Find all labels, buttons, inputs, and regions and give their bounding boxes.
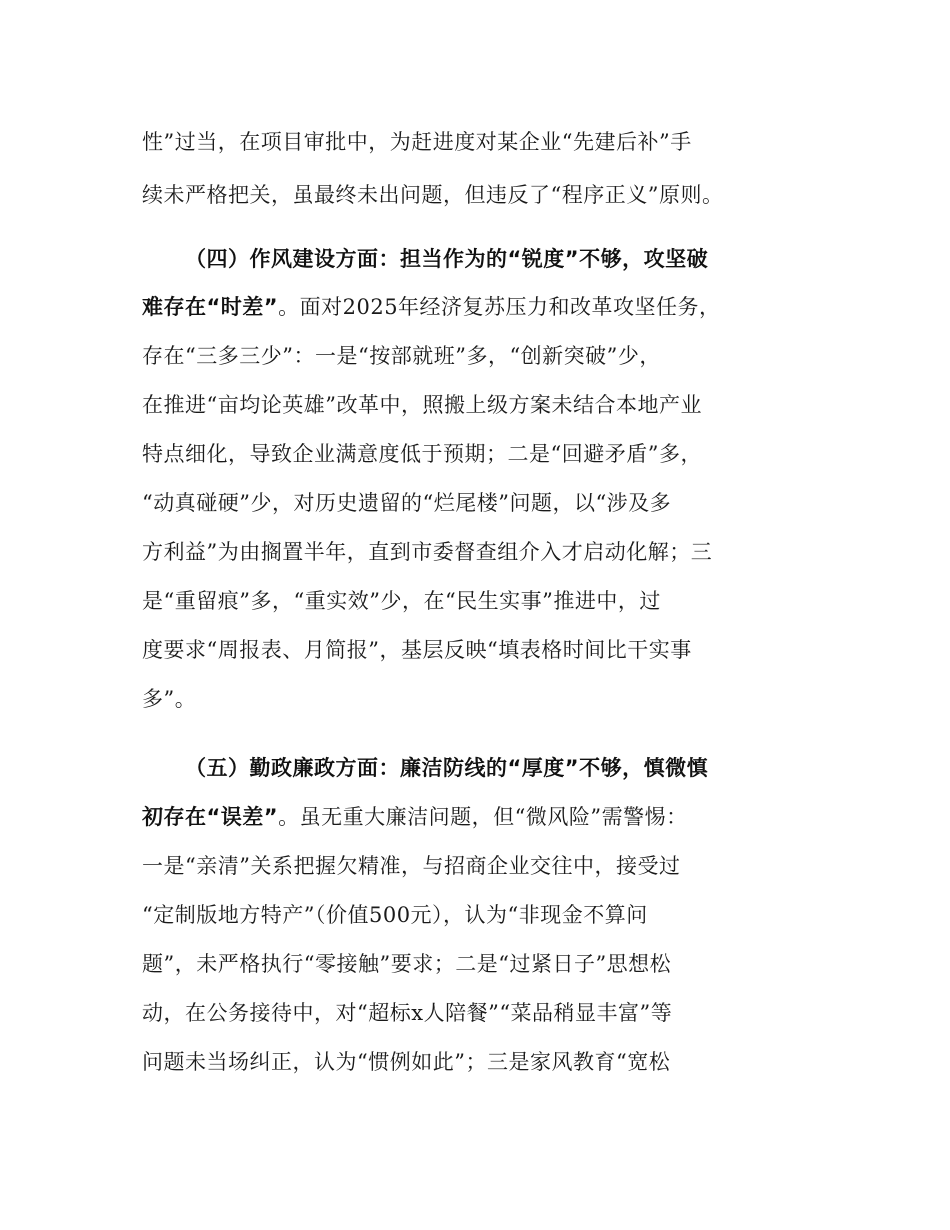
para3-line-6: 问题未当场纠正，认为“惯例如此”；三是家风教育“宽松: [142, 1050, 671, 1074]
section-5-heading-tail: 初存在“误差”: [142, 805, 279, 829]
para2-line-8: 度要求“周报表、月简报”，基层反映“填表格时间比干实事: [142, 638, 692, 662]
para2-line-1-text: 。面对2025年经济复苏压力和改革攻坚任务，: [278, 295, 721, 319]
para3-line-3: “定制版地方特产”（价值500元），认为“非现金不算问: [142, 903, 648, 927]
para2-line-9: 多”。: [142, 687, 197, 711]
section-4-heading: （四）作风建设方面：担当作为的“锐度”不够，攻坚破: [185, 247, 709, 271]
para2-line-7: 是“重留痕”多，“重实效”少，在“民生实事”推进中，过: [142, 589, 661, 613]
para2-line-1: [142, 292, 822, 322]
para2-line-3: 在推进“亩均论英雄”改革中，照搬上级方案未结合本地产业: [142, 393, 702, 417]
para2-line-5: “动真碰硬”少，对历史遗留的“烂尾楼”问题，以“涉及多: [142, 491, 672, 515]
para2-line-4: 特点细化，导致企业满意度低于预期；二是“回避矛盾”多，: [142, 442, 702, 466]
para3-line-5: 动，在公务接待中，对“超标x人陪餐”“菜品稍显丰富”等: [142, 1001, 673, 1025]
para1-line-1: 性”过当，在项目审批中，为赶进度对某企业“先建后补”手: [142, 130, 692, 154]
para2-line-2: 存在“三多三少”：一是“按部就班”多，“创新突破”少，: [142, 344, 661, 368]
section-4-heading-tail: 难存在“时差”: [142, 295, 279, 319]
para2-line-6: 方利益”为由搁置半年，直到市委督查组介入才启动化解；三: [142, 540, 713, 564]
para3-line-4: 题”，未严格执行“零接触”要求；二是“过紧日子”思想松: [142, 952, 672, 976]
para3-line-2: 一是“亲清”关系把握欠精准，与招商企业交往中，接受过: [142, 854, 681, 878]
para3-line-1: [142, 802, 822, 832]
para1-line-2: 续未严格把关，虽最终未出问题，但违反了“程序正义”原则。: [142, 183, 724, 207]
para3-line-1-text: 。虽无重大廉洁问题，但“微风险”需警惕：: [278, 805, 688, 829]
section-5-heading: （五）勤政廉政方面：廉洁防线的“厚度”不够，慎微慎: [185, 756, 709, 780]
